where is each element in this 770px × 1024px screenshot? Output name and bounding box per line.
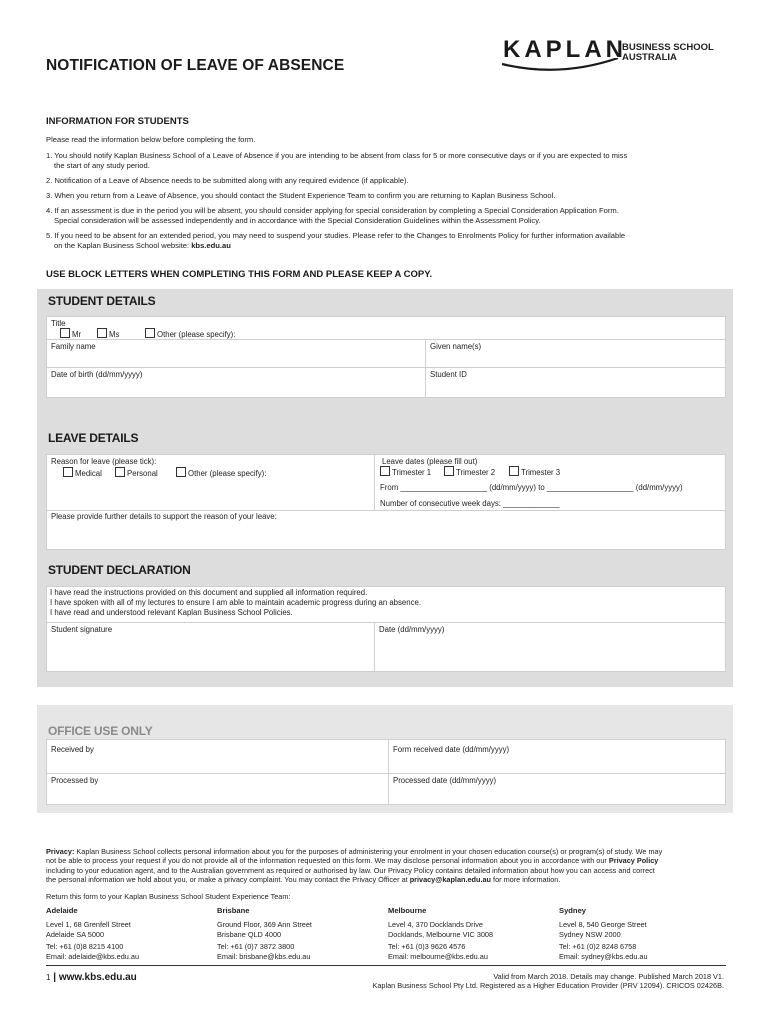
trimester-2-option[interactable] bbox=[444, 466, 495, 477]
declaration-line-2: I have spoken with all of my lectures to ensure I am able to maintain academic progress during an absence. bbox=[50, 598, 421, 607]
other-reason-label: Other (please specify): bbox=[188, 469, 267, 478]
page-title: NOTIFICATION OF LEAVE OF ABSENCE bbox=[46, 57, 345, 74]
title-ms-option[interactable] bbox=[97, 328, 119, 339]
reason-label: Reason for leave (please tick): bbox=[51, 457, 157, 466]
week-days-field[interactable]: Number of consecutive week days: _____________ bbox=[380, 499, 560, 508]
title-label: Title bbox=[51, 319, 66, 328]
campus-melbourne bbox=[388, 906, 553, 961]
leave-dates-label: Leave dates (please fill out) bbox=[382, 457, 478, 466]
trimester-2-label: Trimester 2 bbox=[456, 468, 496, 477]
info-item-1-cont: the start of any study period. bbox=[54, 161, 150, 170]
kbs-website-link[interactable]: kbs.edu.au bbox=[191, 241, 231, 250]
privacy-text-2: not be able to process your request if you do not provide all of the information requested on this form. We may disclose personal information about you in accordance with our bbox=[46, 856, 609, 866]
privacy-text-1: Kaplan Business School collects personal information about you for the purposes of administering your enrolment in your chosen education course(s) or program(s) of study. We may bbox=[74, 847, 663, 856]
privacy-text-4b: for more information. bbox=[491, 875, 561, 885]
office-use-heading: OFFICE USE ONLY bbox=[48, 724, 153, 738]
campus-city: Adelaide bbox=[46, 906, 78, 915]
reason-medical-option[interactable] bbox=[63, 467, 102, 478]
divider bbox=[47, 773, 725, 774]
footer-rule bbox=[46, 965, 726, 966]
further-details-label: Please provide further details to support the reason of your leave: bbox=[51, 512, 277, 521]
info-item-3: 3. When you return from a Leave of Absence, you should contact the Student Experience Team to confirm you are returning to Kaplan Business School. bbox=[46, 191, 556, 200]
privacy-email-link[interactable]: privacy@kaplan.edu.au bbox=[409, 875, 492, 885]
campus-email[interactable]: Email: sydney@kbs.edu.au bbox=[559, 951, 648, 961]
footer-separator: | bbox=[53, 972, 59, 983]
trimester-3-checkbox[interactable] bbox=[509, 466, 519, 476]
return-form-note: Return this form to your Kaplan Business School Student Experience Team: bbox=[46, 892, 291, 901]
trimester-1-label: Trimester 1 bbox=[392, 468, 432, 477]
campus-city: Melbourne bbox=[388, 906, 427, 915]
student-details-heading: STUDENT DETAILS bbox=[48, 294, 156, 308]
info-item-5: 5. If you need to be absent for an extended period, you may need to suspend your studies. Please refer to the Changes to Enrolments Policy for further information available bbox=[46, 231, 626, 240]
divider bbox=[47, 510, 725, 511]
trimester-1-checkbox[interactable] bbox=[380, 466, 390, 476]
campus-city: Brisbane bbox=[217, 906, 250, 915]
block-letters-note: USE BLOCK LETTERS WHEN COMPLETING THIS FORM AND PLEASE KEEP A COPY. bbox=[46, 269, 433, 280]
campus-adelaide bbox=[46, 906, 211, 961]
personal-label: Personal bbox=[127, 469, 158, 478]
privacy-line-1 bbox=[46, 847, 726, 856]
campus-address-1: Level 4, 370 Docklands Drive bbox=[388, 920, 483, 930]
ms-label: Ms bbox=[109, 330, 120, 339]
student-details-section bbox=[37, 289, 733, 429]
info-item-2: 2. Notification of a Leave of Absence needs to be submitted along with any required evidence (if applicable). bbox=[46, 176, 409, 185]
campus-city: Sydney bbox=[559, 906, 587, 915]
student-signature-label: Student signature bbox=[51, 625, 113, 634]
info-item-5-text: on the Kaplan Business School website: bbox=[54, 241, 192, 250]
info-item-1: 1. You should notify Kaplan Business School of a Leave of Absence if you are intending to be absent from class for 5 or more consecutive days or if you are expected to miss bbox=[46, 151, 628, 160]
campus-email[interactable]: Email: melbourne@kbs.edu.au bbox=[388, 951, 488, 961]
privacy-line-4 bbox=[46, 875, 726, 884]
office-use-box bbox=[46, 739, 726, 805]
campus-phone: Tel: +61 (0)2 8248 6758 bbox=[559, 942, 637, 952]
trimester-3-label: Trimester 3 bbox=[521, 468, 561, 477]
divider bbox=[388, 740, 389, 804]
info-heading: INFORMATION FOR STUDENTS bbox=[46, 116, 189, 127]
campus-phone: Tel: +61 (0)8 8215 4100 bbox=[46, 942, 124, 952]
reason-personal-option[interactable] bbox=[115, 467, 158, 478]
campus-sydney bbox=[559, 906, 724, 961]
privacy-line-3: including to your education agent, and to the Australian government as required or authorised by law. Our Privacy Policy contains detailed information about how you can access and correct bbox=[46, 865, 655, 875]
declaration-line-3: I have read and understood relevant Kaplan Business School Policies. bbox=[50, 608, 293, 617]
declaration-heading: STUDENT DECLARATION bbox=[48, 563, 191, 577]
campus-address-1: Level 1, 68 Grenfell Street bbox=[46, 920, 131, 930]
campus-address-1: Ground Floor, 369 Ann Street bbox=[217, 920, 312, 930]
page-number: 1 bbox=[46, 973, 51, 982]
mr-label: Mr bbox=[72, 330, 82, 339]
footer-page-website bbox=[46, 972, 137, 983]
footer-company-note: Kaplan Business School Pty Ltd. Registered as a Higher Education Provider (PRV 12094). CRICOS 02426B. bbox=[372, 981, 724, 991]
divider bbox=[425, 339, 426, 397]
info-intro: Please read the information below before completing the form. bbox=[46, 135, 256, 144]
trimester-1-option[interactable] bbox=[380, 466, 431, 477]
campus-address-2: Brisbane QLD 4000 bbox=[217, 929, 282, 939]
logo-sub-line1: BUSINESS SCHOOL bbox=[622, 42, 714, 53]
campus-brisbane bbox=[217, 906, 382, 961]
title-other-option[interactable] bbox=[145, 328, 235, 339]
declaration-date-label: Date (dd/mm/yyyy) bbox=[379, 625, 445, 634]
logo-sub-line2: AUSTRALIA bbox=[622, 52, 677, 63]
reason-other-option[interactable] bbox=[176, 467, 266, 478]
title-mr-option[interactable] bbox=[60, 328, 81, 339]
processed-by-label: Processed by bbox=[51, 776, 99, 785]
dob-label: Date of birth (dd/mm/yyyy) bbox=[51, 370, 143, 379]
campus-address-2: Sydney NSW 2000 bbox=[559, 929, 621, 939]
family-name-label: Family name bbox=[51, 342, 96, 351]
divider bbox=[374, 455, 375, 510]
privacy-label: Privacy: bbox=[46, 847, 75, 856]
received-by-label: Received by bbox=[51, 745, 94, 754]
office-use-section bbox=[37, 705, 733, 813]
leave-from-to-field[interactable]: From ____________________ (dd/mm/yyyy) to ____________________ (dd/mm/yyyy) bbox=[380, 483, 683, 492]
ms-checkbox[interactable] bbox=[97, 328, 107, 338]
divider bbox=[374, 622, 375, 671]
other-title-label: Other (please specify): bbox=[157, 330, 236, 339]
campus-address-2: Docklands, Melbourne VIC 3008 bbox=[388, 929, 494, 939]
declaration-section bbox=[37, 559, 733, 687]
student-details-box bbox=[46, 316, 726, 398]
kaplan-logo: KAPLAN bbox=[503, 36, 627, 63]
info-item-5-cont bbox=[54, 241, 231, 251]
logo-swoosh-icon bbox=[500, 58, 620, 74]
other-reason-checkbox[interactable] bbox=[176, 467, 186, 477]
divider bbox=[47, 339, 725, 340]
processed-date-label: Processed date (dd/mm/yyyy) bbox=[393, 776, 497, 785]
leave-details-heading: LEAVE DETAILS bbox=[48, 431, 139, 445]
personal-checkbox[interactable] bbox=[115, 467, 125, 477]
footer-website-link[interactable]: www.kbs.edu.au bbox=[58, 972, 137, 983]
trimester-2-checkbox[interactable] bbox=[444, 466, 454, 476]
leave-details-box bbox=[46, 454, 726, 550]
declaration-line-1: I have read the instructions provided on this document and supplied all information required. bbox=[50, 588, 368, 597]
medical-checkbox[interactable] bbox=[63, 467, 73, 477]
logo-subtitle bbox=[622, 43, 714, 63]
leave-details-section bbox=[37, 429, 733, 559]
medical-label: Medical bbox=[75, 469, 102, 478]
info-item-4-cont: Special consideration will be assessed independently and in accordance with the Special Consideration Guidelines within the Assessment Policy. bbox=[54, 216, 541, 225]
divider bbox=[47, 367, 725, 368]
privacy-line-2 bbox=[46, 856, 726, 865]
campus-email[interactable]: Email: brisbane@kbs.edu.au bbox=[217, 951, 311, 961]
campus-address-1: Level 8, 540 George Street bbox=[559, 920, 647, 930]
campus-email[interactable]: Email: adelaide@kbs.edu.au bbox=[46, 951, 139, 961]
info-item-4: 4. If an assessment is due in the period you will be absent, you should consider applying for special consideration by completing a Special Consideration Application Form. bbox=[46, 206, 619, 215]
privacy-statement bbox=[46, 847, 726, 885]
footer-valid-note: Valid from March 2018. Details may change. Published March 2018 V1. bbox=[493, 972, 724, 981]
campus-address-2: Adelaide SA 5000 bbox=[46, 929, 105, 939]
privacy-text-4: the personal information we hold about you, or make a privacy complaint. You may contact the Privacy Officer at bbox=[46, 875, 410, 885]
declaration-box bbox=[46, 586, 726, 672]
campus-phone: Tel: +61 (0)7 3872 3800 bbox=[217, 942, 295, 952]
divider bbox=[47, 622, 725, 623]
footer-legal bbox=[372, 972, 724, 991]
mr-checkbox[interactable] bbox=[60, 328, 70, 338]
privacy-policy-link[interactable]: Privacy Policy bbox=[608, 856, 659, 866]
student-id-label: Student ID bbox=[430, 370, 467, 379]
campus-phone: Tel: +61 (0)3 9626 4576 bbox=[388, 942, 466, 952]
form-received-date-label: Form received date (dd/mm/yyyy) bbox=[393, 745, 510, 754]
other-title-checkbox[interactable] bbox=[145, 328, 155, 338]
given-names-label: Given name(s) bbox=[430, 342, 482, 351]
trimester-3-option[interactable] bbox=[509, 466, 560, 477]
